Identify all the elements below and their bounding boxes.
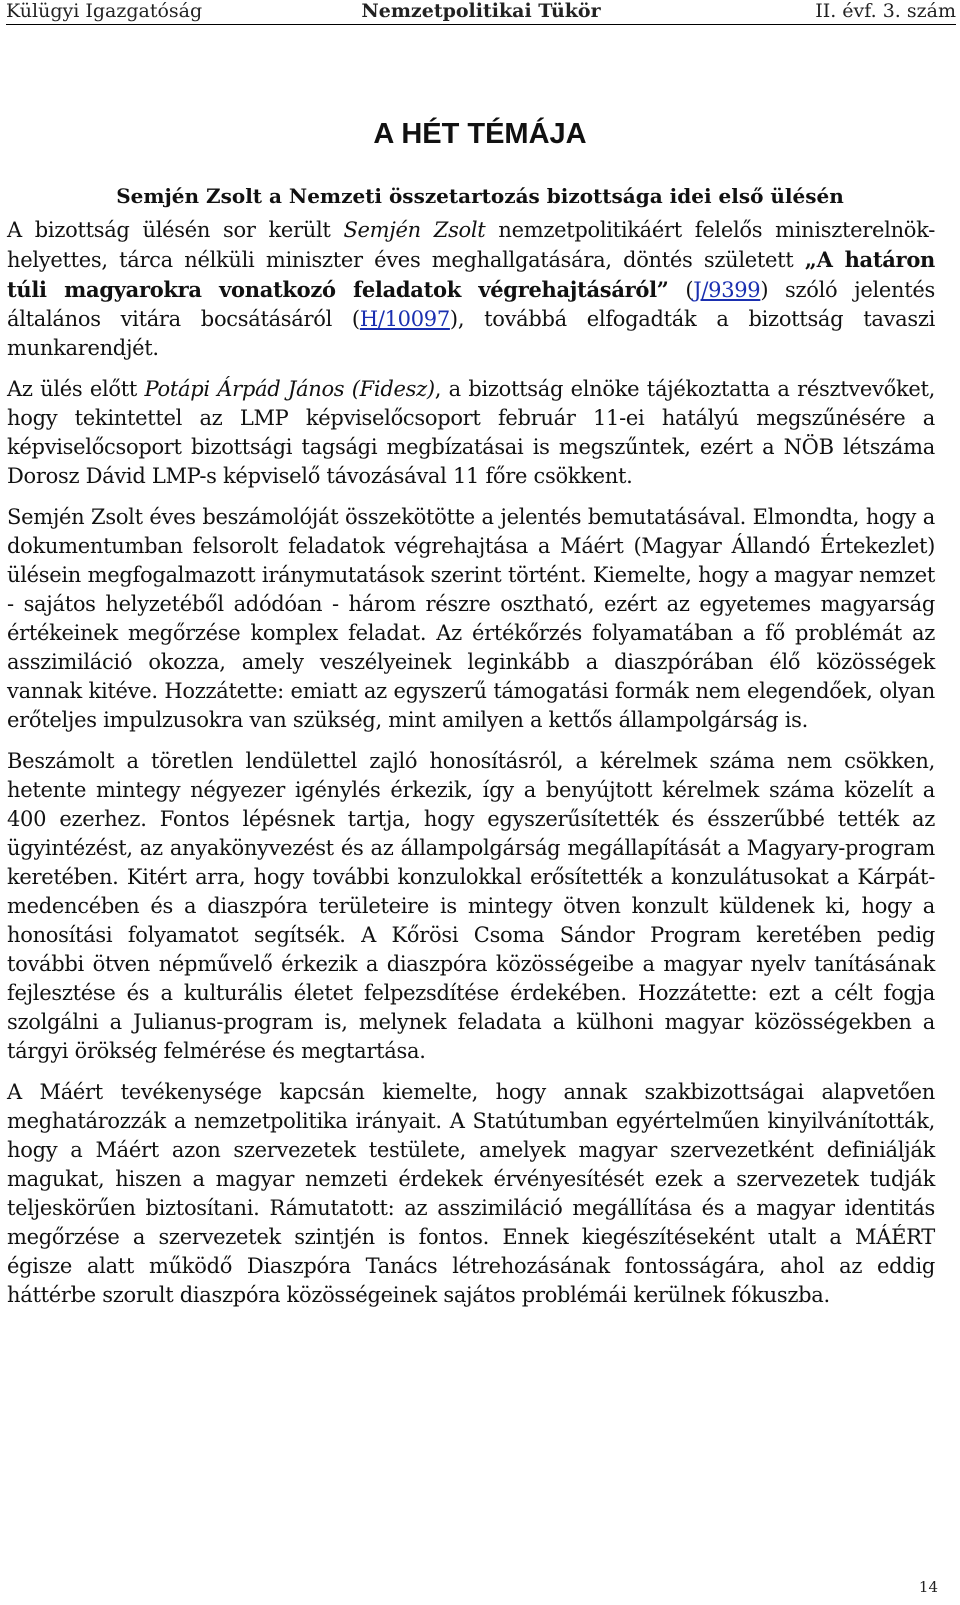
p1-text-4: ) szóló jelentés általános vitára bocsátásáról ( [7,278,935,331]
p1-text-3: ( [668,278,694,302]
paragraph-1 [7,216,935,363]
header-issue-number: II. évf. 3. szám [815,0,956,22]
p1-report-title: „A határon túli magyarokra vonatkozó feladatok végrehajtásáról” [7,247,935,302]
header-publication-title: Nemzetpolitikai Tükör [361,0,601,22]
paragraph-2 [7,375,935,491]
p1-text-5: ), továbbá elfogadták a bizottság tavaszi munkarendjét. [7,307,935,360]
p1-text-2: nemzetpolitikáért felelős miniszterelnök-helyettes, tárca nélküli miniszter éves meghallgatására, döntés született [7,218,935,272]
p2-text-2: , a bizottság elnöke tájékoztatta a résztvevőket, hogy tekintettel az LMP képviselőcsoport február 11-ei hatályú megszűnésére a képviselőcsoport bizottsági tagsági megbízatásai is megszűntek, ezért a NÖB létszáma Dorosz Dávid LMP-s képviselő távozásával 11 főre csökkent. [7,377,936,488]
p1-text-1: A bizottság ülésén sor került [7,218,344,242]
header-organization: Külügyi Igazgatóság [6,0,203,22]
article-body [7,216,935,1310]
paragraph-4: Beszámolt a töretlen lendülettel zajló honosításról, a kérelmek száma nem csökken, hetente mintegy négyezer igénylés érkezik, így a benyújtott kérelmek száma közelít a 400 ezerhez. Fontos lépésnek tartja, hogy egyszerűsítették és ésszerűbbé tették az ügyintézést, az anyakönyvezést és az állampolgárság megállapítását a Magyary-program keretében. Kitért arra, hogy további konzulokkal erősítették a konzulátusokat a Kárpát-medencében és a diaszpóra területeire is mintegy ötven konzult küldenek ki, hogy a honosítási folyamatot segítsék. A Kőrösi Csoma Sándor Program keretében pedig további ötven népművelő érkezik a diaszpóra közösségeibe a magyar nyelv tanításának fejlesztése és a kulturális életet felpezsdítése érdekében. Hozzátette: ezt a célt fogja szolgálni a Julianus-program is, melynek feladata a külhoni magyar közösségekben a tárgyi örökség felmérése és megtartása. [7,749,935,1063]
link-j9399[interactable]: J/9399 [693,278,761,302]
section-title: A HÉT TÉMÁJA [373,118,587,150]
p2-text-1: Az ülés előtt [7,377,145,401]
article-title: Semjén Zsolt a Nemzeti összetartozás bizottsága idei első ülésén [116,184,844,208]
paragraph-5: A Máért tevékenysége kapcsán kiemelte, hogy annak szakbizottságai alapvetően meghatározzák a nemzetpolitika irányait. A Statútumban egyértelműen kinyilvánították, hogy a Máért azon szervezetek testülete, amelyek magyar szervezetként definiálják magukat, hiszen a magyar nemzeti érdekek érvényesítését ezek a szervezetek tudják teljeskörűen biztosítani. Rámutatott: az asszimiláció megállítása és a magyar identitás megőrzése a szervezetek szintjén is fontos. Ennek kiegészítéseként utalt a MÁÉRT égisze alatt működő Diaszpóra Tanács létrehozásának fontosságára, ahol az eddig háttérbe szorult diaszpóra közösségeinek sajátos problémái kerülnek fókuszba. [7,1080,935,1307]
link-h10097[interactable]: H/10097 [359,307,450,331]
p2-person-name: Potápi Árpád János (Fidesz) [144,377,435,401]
running-header [6,0,956,25]
page-number: 14 [918,1578,938,1596]
paragraph-3: Semjén Zsolt éves beszámolóját összekötötte a jelentés bemutatásával. Elmondta, hogy a dokumentumban felsorolt feladatok végrehajtása a Máért (Magyar Állandó Értekezlet) ülésein megfogalmazott iránymutatások szerint történt. Kiemelte, hogy a magyar nemzet - sajátos helyzetéből adódóan - három részre osztható, ezért az egyetemes magyarság értékeinek megőrzése komplex feladat. Az értékőrzés folyamatában a fő problémát az asszimiláció okozza, amely veszélyeinek leginkább a diaszpórában élő közösségek vannak kitéve. Hozzátette: emiatt az egyszerű támogatási formák nem elegendőek, olyan erőteljes impulzusokra van szükség, mint amilyen a kettős állampolgárság is. [7,505,935,732]
p1-person-name: Semjén Zsolt [343,218,486,242]
